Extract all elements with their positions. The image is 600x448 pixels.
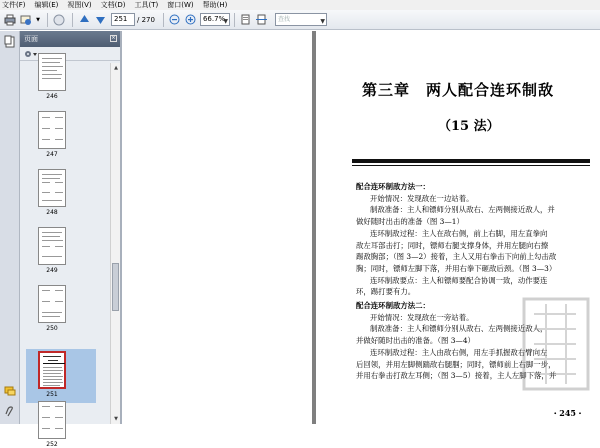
thumbnail-label: 248 (46, 209, 58, 216)
thumbnail-list (20, 63, 112, 448)
scrollbar-thumb[interactable] (112, 263, 119, 311)
toolbar-separator (163, 13, 164, 27)
chevron-down-icon: ▼ (320, 18, 325, 25)
text-line: 胸；同时，镖师左脚下落，并用右拳下砸敌后颈。（图 3—3） (356, 263, 557, 273)
toolbar (0, 10, 600, 30)
fit-page-icon[interactable] (239, 13, 253, 27)
watermark-stamp (516, 289, 596, 399)
print-icon[interactable] (3, 13, 17, 27)
menu-window[interactable]: 窗口(W) (167, 1, 194, 9)
title-rule (352, 159, 590, 163)
menu-tools[interactable]: 工具(T) (134, 1, 159, 9)
menu-document[interactable]: 文档(D) (100, 1, 126, 9)
pages-panel (20, 31, 122, 448)
fit-width-icon[interactable] (255, 13, 269, 27)
scroll-up-icon[interactable]: ▲ (114, 65, 118, 71)
text-line: 开始情况：发现敌在一旁站着。 (370, 312, 474, 322)
options-icon[interactable] (24, 49, 38, 59)
zoom-out-icon[interactable] (168, 13, 182, 27)
toolbar-separator (234, 13, 235, 27)
page-thumbnail[interactable] (38, 53, 66, 91)
section-heading: 配合连环制敌方法二： (356, 301, 430, 311)
panel-scrollbar[interactable] (110, 63, 120, 424)
text-line: 开始情况：发现敌在一边站着。 (370, 193, 474, 203)
zoom-level-value: 66.7% (202, 15, 226, 23)
text-line: 制敌准备：主人和镖师分别从敌右、左两侧接近敌人，并 (370, 205, 555, 215)
panel-options (20, 47, 120, 61)
panel-header (20, 31, 120, 47)
menu-edit[interactable]: 编辑(E) (34, 1, 59, 9)
text-line: 连环制敌过程：主人在敌右侧，前上右脚，用左直拳向 (370, 228, 548, 238)
thumbnail-label: 252 (46, 441, 58, 448)
chapter-title: 第三章 两人配合连环制敌 (362, 81, 555, 99)
text-line: 制敌准备：主人和镖师分别从敌右、左两侧接近敌人， (370, 324, 548, 334)
text-line: 连环制敌要点：主人和镖师要配合协调一致，动作要连 (370, 275, 548, 285)
text-line: 并用右拳击打敌左耳侧；（图 3—5）接着，主人左脚下落，并 (356, 371, 557, 381)
document-margin (124, 31, 312, 424)
thumbnail-label: 251 (46, 391, 58, 398)
page-number: ・245・ (551, 408, 584, 418)
text-line: 后回领，并用左脚侧踹敌右腿腘；同时，镖师前上右脚一步， (356, 359, 556, 369)
scroll-down-icon[interactable]: ▼ (114, 416, 118, 422)
page-thumbnail[interactable] (38, 169, 66, 207)
navigation-strip (0, 31, 20, 424)
text-line: 环，踢打要有力。 (356, 287, 416, 297)
title-rule-thin (352, 165, 590, 166)
find-placeholder: 查找 (277, 16, 290, 23)
page-thumbnail[interactable] (38, 401, 66, 439)
comments-icon[interactable] (3, 384, 17, 398)
chapter-subtitle: （15 法） (438, 119, 500, 134)
text-line: 连环制敌过程：主人由敌右侧，用左手抓握敌右臂向左 (370, 347, 548, 357)
close-icon[interactable]: × (111, 35, 116, 41)
pages-panel-icon[interactable] (3, 35, 17, 49)
chevron-down-icon[interactable]: ▼ (36, 16, 40, 23)
document-page (316, 31, 600, 424)
text-line: 并做好随时出击的准备。（图 3—4） (356, 336, 475, 346)
menu-bar (0, 0, 600, 10)
thumbnail-label: 250 (46, 325, 58, 332)
thumbnail-label: 246 (46, 93, 58, 100)
page-thumbnail[interactable] (38, 227, 66, 265)
text-line: 踢敌胸部；（图 3—2）接着，主人又用右拳击下向前上勾击敌 (356, 252, 557, 262)
toolbar-separator (72, 13, 73, 27)
thumbnail-label: 249 (46, 267, 58, 274)
page-thumbnail[interactable] (38, 285, 66, 323)
menu-view[interactable]: 视图(V) (67, 1, 92, 9)
previous-page-icon[interactable] (77, 13, 91, 27)
email-icon[interactable] (19, 13, 33, 27)
thumbnail-label: 247 (46, 151, 58, 158)
zoom-level-select[interactable] (200, 13, 230, 26)
section-heading: 配合连环制敌方法一： (356, 182, 430, 191)
hand-tool-icon[interactable] (52, 13, 66, 27)
find-input[interactable] (275, 13, 327, 26)
panel-title: 页面 (24, 35, 38, 43)
page-thumbnail[interactable] (38, 111, 66, 149)
page-thumbnail-selected[interactable] (38, 351, 66, 389)
menu-file[interactable]: 文件(F) (2, 1, 26, 9)
text-line: 敌左耳部击打；同时，镖师右腿支撑身体，并用左腿向右擦 (356, 240, 549, 250)
zoom-in-icon[interactable] (184, 13, 198, 27)
toolbar-separator (47, 13, 48, 27)
chevron-down-icon: ▼ (223, 18, 228, 25)
text-line: 做好随时出击的准备（图 3—1） (356, 217, 464, 227)
page-number-input[interactable]: 251 (111, 13, 135, 26)
menu-help[interactable]: 帮助(H) (202, 1, 228, 9)
next-page-icon[interactable] (93, 13, 107, 27)
page-total: / 270 (137, 15, 155, 24)
attachment-icon[interactable] (3, 405, 17, 419)
